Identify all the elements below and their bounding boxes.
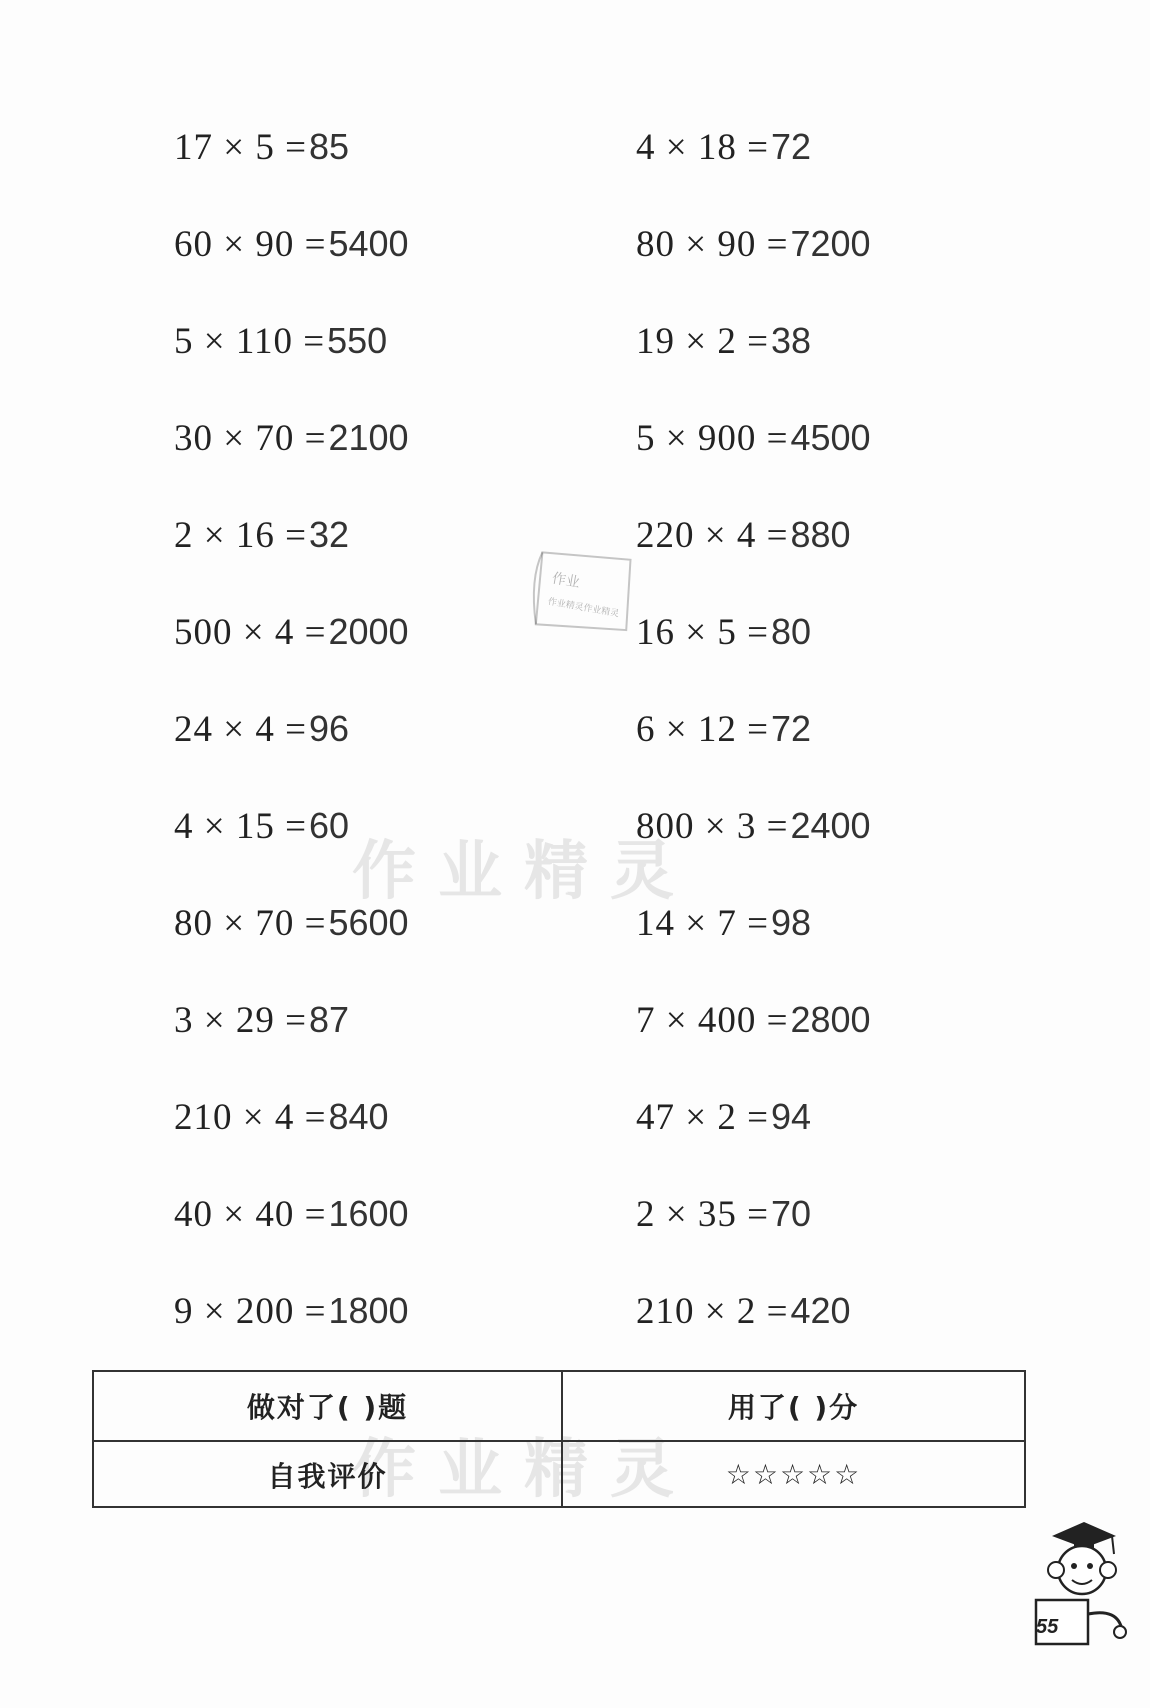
- problem-left-3: [174, 322, 387, 360]
- page-number: 55: [1036, 1616, 1059, 1638]
- problem-right-13: [636, 1292, 851, 1330]
- problem-left-8: [174, 807, 349, 845]
- handwritten-answer: 880: [790, 514, 851, 555]
- handwritten-answer: 72: [770, 708, 812, 749]
- problem-right-6: [636, 613, 811, 651]
- handwritten-answer: 2800: [790, 999, 871, 1040]
- handwritten-answer: 840: [328, 1096, 389, 1137]
- problem-expression: 800 × 3 =: [636, 806, 789, 847]
- problem-expression: 210 × 2 =: [636, 1291, 789, 1332]
- problem-left-5: [174, 516, 349, 554]
- problem-expression: 17 × 5 =: [174, 127, 307, 168]
- problem-expression: 7 × 400 =: [636, 1000, 789, 1041]
- problem-right-11: [636, 1098, 811, 1136]
- problem-right-5: [636, 516, 851, 554]
- handwritten-answer: 70: [770, 1193, 812, 1234]
- problem-expression: 210 × 4 =: [174, 1097, 327, 1138]
- handwritten-answer: 1800: [328, 1290, 409, 1331]
- handwritten-answer: 32: [308, 514, 350, 555]
- problem-left-12: [174, 1195, 409, 1233]
- problem-left-10: [174, 1001, 349, 1039]
- problem-expression: 6 × 12 =: [636, 709, 769, 750]
- problem-expression: 30 × 70 =: [174, 418, 327, 459]
- handwritten-answer: 72: [770, 126, 812, 167]
- problem-right-7: [636, 710, 811, 748]
- time-used-label: 用了( )分: [727, 1391, 860, 1424]
- problem-left-2: [174, 225, 409, 263]
- watermark-center: 作业精灵: [352, 834, 696, 909]
- problem-expression: 9 × 200 =: [174, 1291, 327, 1332]
- handwritten-answer: 80: [770, 611, 812, 652]
- handwritten-answer: 2400: [790, 805, 871, 846]
- problem-expression: 80 × 90 =: [636, 224, 789, 265]
- problem-left-1: [174, 128, 349, 166]
- watermark-table: 作业精灵: [352, 1432, 696, 1507]
- problem-right-1: [636, 128, 811, 166]
- handwritten-answer: 4500: [790, 417, 871, 458]
- problem-expression: 47 × 2 =: [636, 1097, 769, 1138]
- handwritten-answer: 60: [308, 805, 350, 846]
- problem-left-7: [174, 710, 349, 748]
- problem-left-13: [174, 1292, 409, 1330]
- problem-expression: 5 × 900 =: [636, 418, 789, 459]
- problem-expression: 2 × 35 =: [636, 1194, 769, 1235]
- problem-expression: 80 × 70 =: [174, 903, 327, 944]
- problem-expression: 4 × 18 =: [636, 127, 769, 168]
- handwritten-answer: 98: [770, 902, 812, 943]
- problem-left-11: [174, 1098, 389, 1136]
- problem-left-6: [174, 613, 409, 651]
- svg-text:作业: 作业: [550, 570, 582, 592]
- svg-text:作业精灵作业精灵: 作业精灵作业精灵: [547, 597, 620, 620]
- handwritten-answer: 7200: [790, 223, 871, 264]
- stamp-logo: [521, 539, 645, 647]
- problem-expression: 500 × 4 =: [174, 612, 327, 653]
- handwritten-answer: 420: [790, 1290, 851, 1331]
- handwritten-answer: 550: [327, 320, 388, 361]
- handwritten-answer: 87: [308, 999, 350, 1040]
- problem-expression: 5 × 110 =: [174, 321, 326, 362]
- handwritten-answer: 94: [770, 1096, 812, 1137]
- problem-right-4: [636, 419, 871, 457]
- problem-left-4: [174, 419, 409, 457]
- problem-expression: 19 × 2 =: [636, 321, 769, 362]
- problem-right-10: [636, 1001, 871, 1039]
- handwritten-answer: 96: [308, 708, 350, 749]
- correct-count-label: 做对了( )题: [94, 1372, 563, 1440]
- problem-expression: 3 × 29 =: [174, 1000, 307, 1041]
- problem-expression: 24 × 4 =: [174, 709, 307, 750]
- problem-right-12: [636, 1195, 811, 1233]
- score-table: [92, 1370, 1026, 1508]
- problem-expression: 4 × 15 =: [174, 806, 307, 847]
- handwritten-answer: 85: [308, 126, 350, 167]
- problem-expression: 16 × 5 =: [636, 612, 769, 653]
- handwritten-answer: 1600: [328, 1193, 409, 1234]
- handwritten-answer: 5400: [328, 223, 409, 264]
- handwritten-answer: 2100: [328, 417, 409, 458]
- problem-expression: 40 × 40 =: [174, 1194, 327, 1235]
- rating-stars[interactable]: ☆☆☆☆☆: [725, 1458, 862, 1491]
- problem-right-2: [636, 225, 871, 263]
- problem-expression: 60 × 90 =: [174, 224, 327, 265]
- problem-expression: 14 × 7 =: [636, 903, 769, 944]
- problem-expression: 2 × 16 =: [174, 515, 307, 556]
- score-row-2: [94, 1441, 1024, 1508]
- handwritten-answer: 38: [770, 320, 812, 361]
- score-row-1: [94, 1372, 1024, 1442]
- problem-right-3: [636, 322, 811, 360]
- problem-expression: 220 × 4 =: [636, 515, 789, 556]
- handwritten-answer: 5600: [328, 902, 409, 943]
- handwritten-answer: 2000: [328, 611, 409, 652]
- self-eval-label: 自我评价: [94, 1441, 563, 1508]
